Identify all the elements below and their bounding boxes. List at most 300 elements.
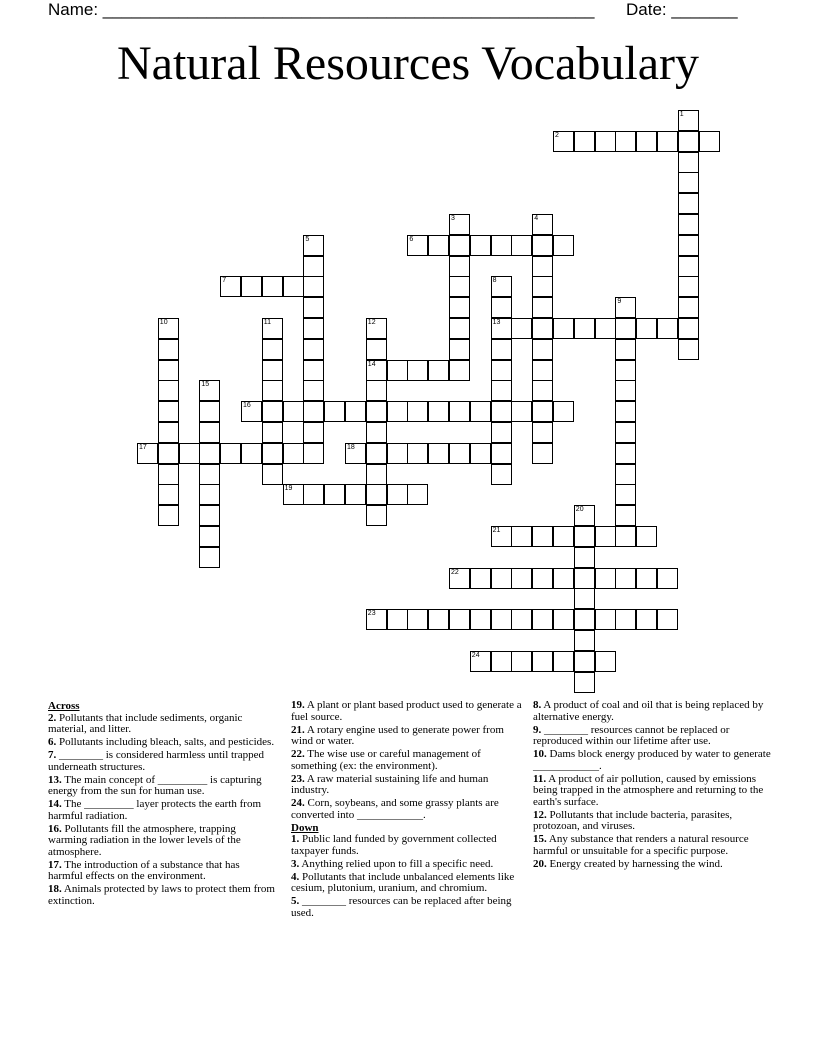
clue-text: Any substance that renders a natural resource harmful or unsuitable for a specific purpose.: [533, 833, 749, 857]
crossword-cell[interactable]: [366, 443, 387, 464]
crossword-cell[interactable]: [241, 401, 262, 422]
clue-text: Pollutants that include bacteria, parasites, protozoan, and viruses.: [533, 808, 733, 832]
clue-item: [291, 859, 527, 871]
crossword-cell[interactable]: [303, 401, 324, 422]
crossword-cell[interactable]: [470, 401, 491, 422]
crossword-cell[interactable]: [574, 547, 595, 568]
crossword-cell[interactable]: [366, 422, 387, 443]
crossword-cell[interactable]: [491, 235, 512, 256]
cell-number: 11: [263, 319, 272, 326]
cell-number: 18: [347, 443, 355, 451]
crossword-cell[interactable]: [449, 235, 470, 256]
clues-column-3: [533, 700, 771, 872]
crossword-cell[interactable]: [657, 609, 678, 630]
crossword-cell[interactable]: [532, 339, 553, 360]
crossword-cell[interactable]: [449, 256, 470, 277]
cell-number: 6: [409, 235, 414, 243]
clue-number: 19.: [291, 699, 305, 711]
crossword-cell[interactable]: [366, 484, 387, 505]
cell-number: 8: [492, 277, 497, 285]
clue-text: Dams block energy produced by water to generate ____________.: [533, 748, 771, 772]
crossword-cell[interactable]: [678, 339, 699, 360]
crossword-cell[interactable]: [262, 380, 283, 401]
crossword-cell[interactable]: [574, 505, 595, 526]
crossword-cell[interactable]: [532, 443, 553, 464]
crossword-cell[interactable]: [345, 484, 366, 505]
clue-number: 8.: [533, 699, 542, 711]
crossword-cell[interactable]: [491, 297, 512, 318]
crossword-cell[interactable]: [387, 443, 408, 464]
cell-number: 1: [679, 111, 684, 118]
crossword-cell[interactable]: [532, 526, 553, 547]
crossword-cell[interactable]: [491, 276, 512, 297]
crossword-cell[interactable]: [366, 401, 387, 422]
crossword-cell[interactable]: [511, 318, 532, 339]
clue-number: 20.: [533, 857, 547, 870]
crossword-cell[interactable]: [553, 318, 574, 339]
crossword-cell[interactable]: [158, 464, 179, 485]
cell-number: 9: [617, 298, 622, 306]
crossword-cell[interactable]: [657, 318, 678, 339]
crossword-cell[interactable]: [491, 339, 512, 360]
cell-number: 10: [159, 319, 168, 326]
crossword-cell[interactable]: [636, 568, 657, 589]
crossword-cell[interactable]: [449, 318, 470, 339]
clue-text: A rotary engine used to generate power from wind or water.: [291, 723, 504, 747]
crossword-cell[interactable]: [491, 609, 512, 630]
crossword-cell[interactable]: [553, 651, 574, 672]
clue-text: Energy created by harnessing the wind.: [546, 857, 723, 870]
cell-number: 21: [492, 527, 501, 534]
crossword-cell[interactable]: [241, 443, 262, 464]
crossword-cell[interactable]: [615, 609, 636, 630]
crossword-cell[interactable]: [615, 318, 636, 339]
crossword-cell[interactable]: [678, 172, 699, 193]
crossword-cell[interactable]: [532, 401, 553, 422]
crossword-cell[interactable]: [678, 235, 699, 256]
clue-item: [533, 749, 771, 772]
crossword-cell[interactable]: [262, 443, 283, 464]
crossword-cell[interactable]: [553, 401, 574, 422]
crossword-cell[interactable]: [678, 131, 699, 152]
crossword-cell[interactable]: [262, 464, 283, 485]
crossword-cell[interactable]: [387, 360, 408, 381]
crossword-cell[interactable]: [636, 318, 657, 339]
crossword-cell[interactable]: [199, 464, 220, 485]
crossword-cell[interactable]: [283, 484, 304, 505]
crossword-cell[interactable]: [532, 297, 553, 318]
cell-number: 2: [555, 131, 559, 139]
crossword-cell[interactable]: [574, 131, 595, 152]
clue-text: Animals protected by laws to protect them from extinction.: [48, 883, 275, 907]
crossword-cell[interactable]: [532, 318, 553, 339]
crossword-cell[interactable]: [491, 401, 512, 422]
crossword-cell[interactable]: [158, 380, 179, 401]
crossword-cell[interactable]: [262, 318, 283, 339]
clue-item: [291, 749, 527, 772]
clue-text: Anything relied upon to fill a specific need.: [299, 857, 494, 870]
crossword-cell[interactable]: [366, 318, 387, 339]
clue-text: Pollutants that include sediments, organic material, and litter.: [48, 711, 243, 735]
clue-item: [533, 859, 771, 871]
clue-number: 1.: [291, 833, 300, 845]
crossword-cell[interactable]: [595, 651, 616, 672]
crossword-cell[interactable]: [262, 401, 283, 422]
clue-text: The introduction of a substance that has harmful effects on the environment.: [48, 858, 240, 882]
crossword-cell[interactable]: [303, 339, 324, 360]
cell-number: 14: [367, 360, 376, 368]
clue-item: [48, 860, 276, 883]
crossword-cell[interactable]: [615, 526, 636, 547]
date-line[interactable]: Date: _______: [626, 0, 738, 19]
crossword-cell[interactable]: [303, 318, 324, 339]
clue-item: [48, 824, 276, 859]
crossword-cell[interactable]: [532, 235, 553, 256]
crossword-cell[interactable]: [449, 214, 470, 235]
crossword-cell[interactable]: [615, 443, 636, 464]
crossword-cell[interactable]: [220, 443, 241, 464]
clue-number: 7.: [48, 749, 57, 761]
clue-number: 22.: [291, 748, 305, 760]
crossword-cell[interactable]: [532, 380, 553, 401]
crossword-cell[interactable]: [158, 339, 179, 360]
crossword-cell[interactable]: [303, 297, 324, 318]
crossword-cell[interactable]: [449, 609, 470, 630]
crossword-cell[interactable]: [532, 651, 553, 672]
crossword-cell[interactable]: [158, 505, 179, 526]
crossword-cell[interactable]: [615, 401, 636, 422]
crossword-cell[interactable]: [199, 505, 220, 526]
clue-text: A plant or plant based product used to generate a fuel source.: [291, 699, 522, 723]
crossword-cell[interactable]: [511, 235, 532, 256]
clue-item: [533, 700, 771, 723]
crossword-cell[interactable]: [303, 484, 324, 505]
crossword-cell[interactable]: [636, 526, 657, 547]
crossword-cell[interactable]: [636, 609, 657, 630]
crossword-cell[interactable]: [678, 256, 699, 277]
clue-item: [291, 896, 527, 919]
clue-item: [291, 834, 527, 857]
crossword-cell[interactable]: [407, 401, 428, 422]
crossword-cell[interactable]: [449, 339, 470, 360]
col1-across-list: [48, 713, 276, 908]
crossword-cell[interactable]: [470, 568, 491, 589]
crossword-cell[interactable]: [553, 609, 574, 630]
crossword-cell[interactable]: [262, 360, 283, 381]
crossword-cell[interactable]: [699, 131, 720, 152]
crossword-cell[interactable]: [220, 276, 241, 297]
crossword-cell[interactable]: [366, 339, 387, 360]
crossword-cell[interactable]: [158, 484, 179, 505]
crossword-cell[interactable]: [449, 297, 470, 318]
clue-text: Pollutants fill the atmosphere, trapping warming radiation in the lower levels of the atmosphere.: [48, 822, 241, 858]
cell-number: 5: [305, 235, 310, 243]
crossword-cell[interactable]: [303, 443, 324, 464]
crossword-cell[interactable]: [470, 235, 491, 256]
clue-number: 21.: [291, 723, 305, 736]
clue-number: 14.: [48, 798, 62, 810]
cell-number: 7: [222, 277, 227, 285]
crossword-cell[interactable]: [283, 443, 304, 464]
crossword-cell[interactable]: [137, 443, 158, 464]
cell-number: 20: [575, 506, 584, 514]
clue-item: [291, 872, 527, 895]
clue-number: 12.: [533, 808, 547, 821]
col3-down-list: [533, 700, 771, 870]
crossword-cell[interactable]: [407, 484, 428, 505]
crossword-cell[interactable]: [553, 568, 574, 589]
crossword-cell[interactable]: [199, 401, 220, 422]
crossword-cell[interactable]: [407, 443, 428, 464]
down-heading: Down: [291, 821, 319, 834]
crossword-cell[interactable]: [199, 547, 220, 568]
crossword-cell[interactable]: [595, 318, 616, 339]
crossword-cell[interactable]: [241, 276, 262, 297]
crossword-cell[interactable]: [158, 443, 179, 464]
clue-number: 5.: [291, 895, 300, 907]
cell-number: 23: [367, 610, 376, 618]
crossword-cell[interactable]: [511, 526, 532, 547]
crossword-cell[interactable]: [449, 360, 470, 381]
clue-item: [533, 725, 771, 748]
crossword-cell[interactable]: [532, 256, 553, 277]
crossword-cell[interactable]: [303, 276, 324, 297]
crossword-cell[interactable]: [366, 464, 387, 485]
crossword-cell[interactable]: [615, 484, 636, 505]
crossword-cell[interactable]: [449, 443, 470, 464]
crossword-cell[interactable]: [366, 609, 387, 630]
crossword-cell[interactable]: [595, 568, 616, 589]
crossword-cell[interactable]: [303, 256, 324, 277]
crossword-cell[interactable]: [532, 568, 553, 589]
crossword-cell[interactable]: [303, 422, 324, 443]
crossword-cell[interactable]: [678, 193, 699, 214]
clue-number: 17.: [48, 858, 62, 871]
crossword-cell[interactable]: [491, 318, 512, 339]
crossword-cell[interactable]: [657, 568, 678, 589]
crossword-cell[interactable]: [262, 339, 283, 360]
crossword-cell[interactable]: [678, 297, 699, 318]
crossword-cell[interactable]: [574, 588, 595, 609]
crossword-cell[interactable]: [553, 235, 574, 256]
crossword-cell[interactable]: [366, 505, 387, 526]
across-heading: Across: [48, 700, 80, 712]
crossword-cell[interactable]: [657, 131, 678, 152]
crossword-cell[interactable]: [636, 131, 657, 152]
crossword-cell[interactable]: [553, 526, 574, 547]
clue-number: 16.: [48, 822, 62, 835]
crossword-cell[interactable]: [574, 672, 595, 693]
cell-number: 4: [534, 215, 539, 222]
crossword-cell[interactable]: [345, 401, 366, 422]
crossword-cell[interactable]: [574, 568, 595, 589]
crossword-cell[interactable]: [449, 276, 470, 297]
clue-number: 13.: [48, 773, 62, 786]
crossword-cell[interactable]: [615, 568, 636, 589]
crossword-cell[interactable]: [595, 131, 616, 152]
clue-item: [48, 775, 276, 798]
crossword-cell[interactable]: [491, 380, 512, 401]
crossword-cell[interactable]: [491, 443, 512, 464]
crossword-cell[interactable]: [574, 630, 595, 651]
crossword-cell[interactable]: [303, 380, 324, 401]
crossword-cell[interactable]: [511, 568, 532, 589]
crossword-cell[interactable]: [470, 443, 491, 464]
clue-number: 6.: [48, 736, 57, 748]
crossword-cell[interactable]: [511, 401, 532, 422]
clue-text: ________ resources can be replaced after being used.: [291, 895, 512, 919]
crossword-cell[interactable]: [449, 568, 470, 589]
clue-text: Pollutants that include unbalanced elements like cesium, plutonium, uranium, and chromium.: [291, 870, 515, 894]
clue-item: [291, 774, 527, 797]
crossword-cell[interactable]: [199, 380, 220, 401]
crossword-cell[interactable]: [262, 422, 283, 443]
col2-across-list: [291, 700, 527, 821]
crossword-cell[interactable]: [615, 339, 636, 360]
crossword-cell[interactable]: [303, 360, 324, 381]
clue-text: Corn, soybeans, and some grassy plants are converted into ____________.: [291, 797, 499, 821]
crossword-cell[interactable]: [324, 401, 345, 422]
crossword-cell[interactable]: [387, 484, 408, 505]
crossword-cell[interactable]: [574, 526, 595, 547]
crossword-cell[interactable]: [491, 422, 512, 443]
crossword-cell[interactable]: [199, 422, 220, 443]
clue-text: A raw material sustaining life and human industry.: [291, 772, 489, 796]
clues-column-1: [48, 700, 276, 909]
clue-text: A product of coal and oil that is being replaced by alternative energy.: [533, 699, 764, 723]
crossword-cell[interactable]: [470, 651, 491, 672]
crossword-cell[interactable]: [387, 609, 408, 630]
crossword-cell[interactable]: [574, 318, 595, 339]
crossword-cell[interactable]: [428, 235, 449, 256]
crossword-cell[interactable]: [199, 443, 220, 464]
crossword-cell[interactable]: [158, 360, 179, 381]
crossword-cell[interactable]: [470, 609, 491, 630]
crossword-cell[interactable]: [158, 318, 179, 339]
crossword-cell[interactable]: [678, 152, 699, 173]
clue-number: 23.: [291, 772, 305, 785]
crossword-cell[interactable]: [678, 214, 699, 235]
crossword-cell[interactable]: [511, 651, 532, 672]
crossword-cell[interactable]: [387, 401, 408, 422]
crossword-cell[interactable]: [511, 609, 532, 630]
crossword-cell[interactable]: [449, 401, 470, 422]
crossword-cell[interactable]: [407, 235, 428, 256]
crossword-cell[interactable]: [428, 360, 449, 381]
crossword-cell[interactable]: [574, 651, 595, 672]
crossword-cell[interactable]: [574, 609, 595, 630]
crossword-cell[interactable]: [428, 443, 449, 464]
clue-text: ________ is considered harmless until trapped underneath structures.: [48, 749, 264, 773]
cell-number: 12: [367, 319, 376, 326]
crossword-cell[interactable]: [595, 526, 616, 547]
crossword-cell[interactable]: [407, 609, 428, 630]
crossword-cell[interactable]: [283, 276, 304, 297]
cell-number: 3: [451, 215, 455, 222]
crossword-cell[interactable]: [158, 422, 179, 443]
crossword-cell[interactable]: [283, 401, 304, 422]
clue-item: [48, 750, 276, 773]
cell-number: 22: [451, 568, 459, 576]
cell-number: 17: [139, 443, 147, 451]
crossword-cell[interactable]: [532, 276, 553, 297]
crossword-cell[interactable]: [366, 360, 387, 381]
crossword-cell[interactable]: [491, 651, 512, 672]
crossword-cell[interactable]: [532, 360, 553, 381]
crossword-cell[interactable]: [491, 526, 512, 547]
crossword-cell[interactable]: [428, 609, 449, 630]
crossword-cell[interactable]: [324, 484, 345, 505]
clue-item: [533, 774, 771, 809]
crossword-cell[interactable]: [491, 360, 512, 381]
crossword-cell[interactable]: [158, 401, 179, 422]
cell-number: 24: [471, 651, 480, 659]
crossword-cell[interactable]: [179, 443, 200, 464]
clue-text: A product of air pollution, caused by emissions being trapped in the atmosphere and returning to the earth's surface.: [533, 772, 764, 808]
crossword-cell[interactable]: [615, 131, 636, 152]
crossword-cell[interactable]: [199, 484, 220, 505]
crossword-cell[interactable]: [407, 360, 428, 381]
clue-number: 11.: [533, 772, 547, 785]
name-line[interactable]: Name: ____________________________________________________: [48, 0, 595, 19]
crossword-cell[interactable]: [532, 609, 553, 630]
crossword-cell[interactable]: [345, 443, 366, 464]
clue-number: 3.: [291, 857, 300, 870]
clue-item: [533, 810, 771, 833]
clue-item: [291, 798, 527, 821]
clue-text: The _________ layer protects the earth from harmful radiation.: [48, 798, 262, 822]
clue-item: [291, 725, 527, 748]
clue-item: [48, 713, 276, 736]
crossword-cell[interactable]: [491, 568, 512, 589]
crossword-cell[interactable]: [532, 422, 553, 443]
crossword-cell[interactable]: [553, 131, 574, 152]
clue-text: Public land funded by government collected taxpayer funds.: [291, 833, 497, 857]
clue-number: 10.: [533, 748, 547, 760]
crossword-cell[interactable]: [615, 360, 636, 381]
crossword-cell[interactable]: [615, 297, 636, 318]
cell-number: 16: [243, 402, 251, 410]
clue-item: [48, 884, 276, 907]
crossword-cell[interactable]: [428, 401, 449, 422]
crossword-cell[interactable]: [678, 110, 699, 131]
clue-number: 24.: [291, 797, 305, 809]
crossword-cell[interactable]: [615, 422, 636, 443]
crossword-cell[interactable]: [491, 464, 512, 485]
crossword-cell[interactable]: [262, 276, 283, 297]
crossword-cell[interactable]: [615, 505, 636, 526]
cell-number: 15: [201, 381, 210, 389]
crossword-cell[interactable]: [532, 214, 553, 235]
clue-number: 15.: [533, 833, 547, 845]
crossword-cell[interactable]: [366, 380, 387, 401]
clue-text: The wise use or careful management of something (ex: the environment).: [291, 748, 481, 772]
crossword-cell[interactable]: [199, 526, 220, 547]
clue-item: [533, 834, 771, 857]
crossword-cell[interactable]: [303, 235, 324, 256]
crossword-cell[interactable]: [615, 464, 636, 485]
crossword-cell[interactable]: [678, 276, 699, 297]
crossword-cell[interactable]: [678, 318, 699, 339]
clue-number: 4.: [291, 870, 300, 883]
crossword-cell[interactable]: [595, 609, 616, 630]
crossword-cell[interactable]: [615, 380, 636, 401]
clue-number: 9.: [533, 723, 542, 736]
clue-item: [291, 700, 527, 723]
cell-number: 13: [492, 319, 501, 326]
clue-text: ________ resources cannot be replaced or reproduced within our lifetime after use.: [533, 723, 730, 747]
clue-item: [48, 799, 276, 822]
